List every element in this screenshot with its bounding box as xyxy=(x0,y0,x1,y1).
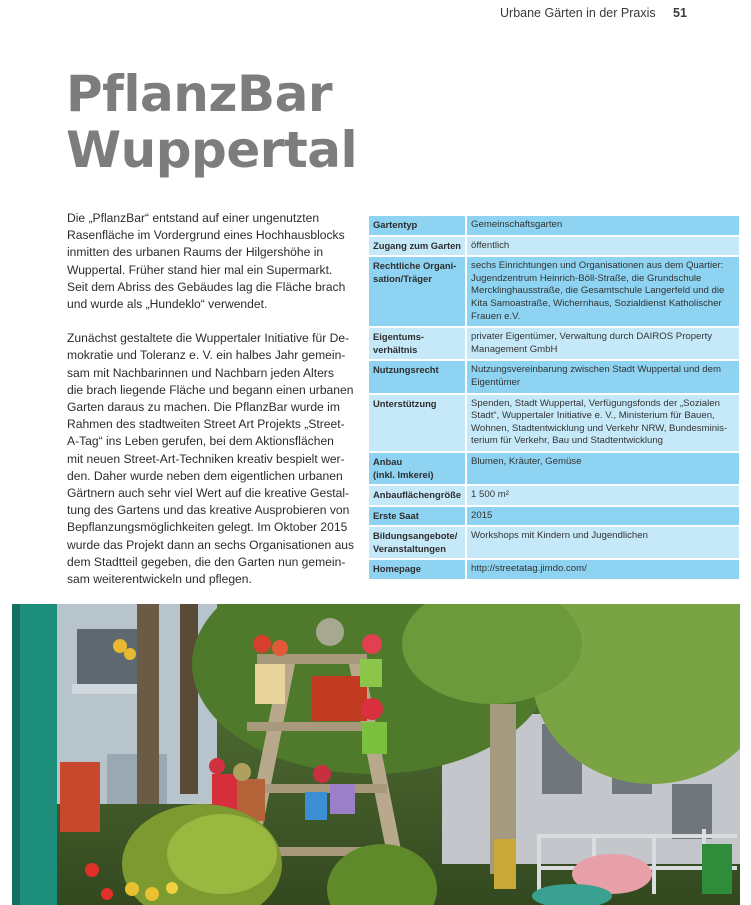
row-value: sechs Einrichtungen und Organisationen aus dem Quartier: Jugendzentrum Heinrich-Böll-Straße, die Grundschule Mercklinghausstraße, die Gesamtschule Langerfeld und die Kita Samoastraße, Wichernhaus, Sozialdienst Katholischer Frauen e.V. xyxy=(466,256,739,327)
garden-photo-illustration xyxy=(12,604,740,905)
row-key: Anbau (inkl. Imkerei) xyxy=(369,452,466,485)
paragraph-2 xyxy=(67,330,357,588)
table-row-eigentum xyxy=(369,327,739,360)
row-key: Unterstützung xyxy=(369,394,466,452)
table-row-gartentyp xyxy=(369,216,739,236)
table-row-anbau xyxy=(369,452,739,485)
section-title: Urbane Gärten in der Praxis xyxy=(500,6,656,20)
table-row-erste-saat xyxy=(369,506,739,527)
row-key: Nutzungsrecht xyxy=(369,360,466,393)
row-value: privater Eigentümer, Verwaltung durch DAIROS Property Management GmbH xyxy=(466,327,739,360)
row-key: Homepage xyxy=(369,559,466,580)
garden-info-table xyxy=(369,216,739,581)
row-value[interactable] xyxy=(466,559,739,580)
row-value: Spenden, Stadt Wuppertal, Verfügungsfonds der „Sozialen Stadt“, Wuppertaler Initiative e. V., Ministerium für Bauen, Wohnen, Stadtentwicklung und Verkehr NRW, Bundesminis- terium für Verkehr, Bau und Stadtentwicklung xyxy=(466,394,739,452)
text-line: Bepflanzungsmöglichkeiten gelegt. Im Oktober 2015 xyxy=(67,520,348,535)
text-line: sam weiterentwickeln und pflegen. xyxy=(67,572,252,587)
row-key: Rechtliche Organi- sation/Träger xyxy=(369,256,466,327)
text-line: Garten daraus zu machen. Die PflanzBar wurde im xyxy=(67,400,340,415)
text-line: den. Daher wurde neben dem eigentlichen urbanen xyxy=(67,468,343,483)
table-row-traeger xyxy=(369,256,739,327)
table-row-flaeche xyxy=(369,485,739,506)
table-row-zugang xyxy=(369,236,739,257)
table-row-homepage xyxy=(369,559,739,580)
text-line: Gärtnern auch sehr viel Wert auf die kreative Gestal- xyxy=(67,486,350,501)
table-row-bildung xyxy=(369,526,739,559)
text-line: die brach liegende Fläche und begann einen urbanen xyxy=(67,382,354,397)
text-line: Rahmen des stadtweiten Street Art Projekts „Street- xyxy=(67,417,345,432)
row-key: Bildungsangebote/ Veranstaltungen xyxy=(369,526,466,559)
table-row-nutzungsrecht xyxy=(369,360,739,393)
row-value: öffentlich xyxy=(466,236,739,257)
row-value: 1 500 m² xyxy=(466,485,739,506)
article-body xyxy=(67,210,357,605)
title-line-2: Wuppertal xyxy=(66,121,358,179)
text-line: und wurde als „Hundeklo“ verwendet. xyxy=(67,297,268,312)
text-line: Zunächst gestaltete die Wuppertaler Initiative für De- xyxy=(67,331,350,346)
row-key: Gartentyp xyxy=(369,216,466,236)
title-line-1: PflanzBar xyxy=(66,65,332,123)
row-value: 2015 xyxy=(466,506,739,527)
row-key: Anbauflächengröße xyxy=(369,485,466,506)
text-line: Seit dem Abriss des Gebäudes lag die Fläche brach xyxy=(67,279,346,294)
text-line: mokratie und Toleranz e. V. ein halbes Jahr gemein- xyxy=(67,348,346,363)
row-value: Blumen, Kräuter, Gemüse xyxy=(466,452,739,485)
row-key: Zugang zum Garten xyxy=(369,236,466,257)
text-line: tung des Gartens und das kreative Ausprobieren von xyxy=(67,503,350,518)
text-line: inmitten des urbanen Raums der Hilgershöhe in xyxy=(67,245,324,260)
row-value: Nutzungsvereinbarung zwischen Stadt Wuppertal und dem Eigentümer xyxy=(466,360,739,393)
page-number: 51 xyxy=(673,6,687,20)
row-key: Erste Saat xyxy=(369,506,466,527)
row-value: Workshops mit Kindern und Jugendlichen xyxy=(466,526,739,559)
text-line: Die „PflanzBar“ entstand auf einer ungenutzten xyxy=(67,211,320,225)
row-value: Gemeinschaftsgarten xyxy=(466,216,739,236)
article-title xyxy=(66,66,357,178)
row-key: Eigentums- verhältnis xyxy=(369,327,466,360)
text-line: Rasenfläche im Vordergrund eines Hochhausblocks xyxy=(67,228,345,243)
garden-photo xyxy=(12,604,740,905)
paragraph-1 xyxy=(67,210,357,313)
text-line: sam mit Nachbarinnen und Nachbarn jeden Alters xyxy=(67,365,334,380)
text-line: mit neuen Street-Art-Techniken kreativ bespielt wer- xyxy=(67,451,345,466)
homepage-link: http://streetatag.jimdo.com/ xyxy=(471,563,587,575)
text-line: A-Tag“ ins Leben gerufen, bei dem Aktionsflächen xyxy=(67,434,334,449)
text-line: dem Stadtteil gegeben, die den Garten nun gemein- xyxy=(67,554,346,569)
text-line: wurde das Projekt dann an sechs Organisationen aus xyxy=(67,537,355,552)
running-header xyxy=(500,6,700,20)
text-line: Wuppertal. Früher stand hier mal ein Supermarkt. xyxy=(67,262,333,277)
table-row-unterstuetzung xyxy=(369,394,739,452)
